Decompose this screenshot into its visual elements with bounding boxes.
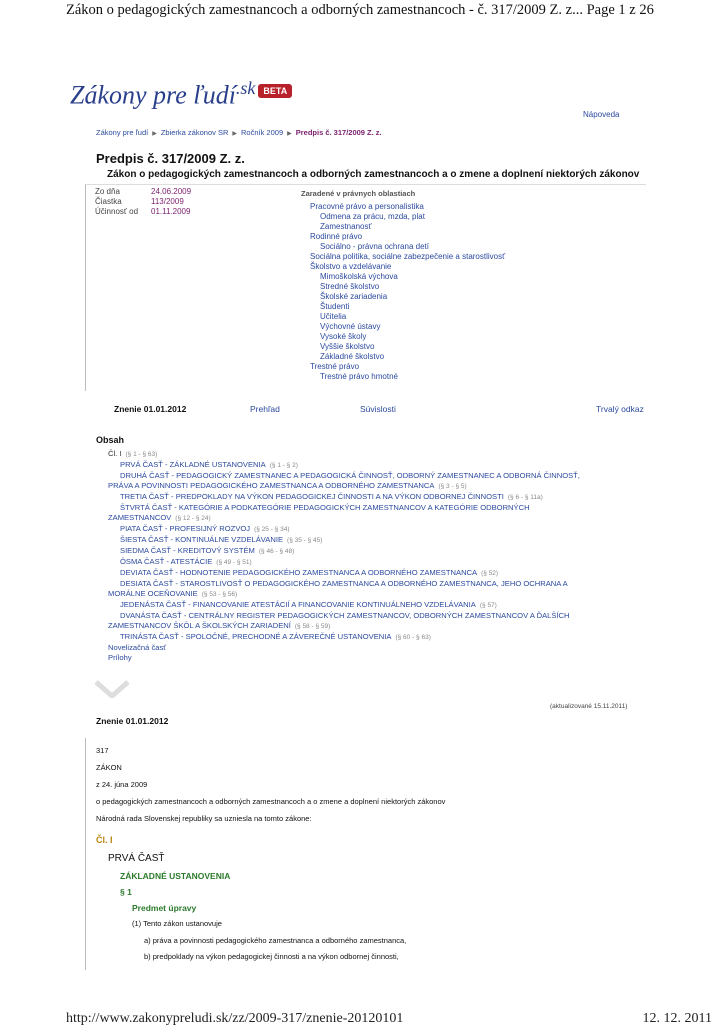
toc-item[interactable]: SIEDMA ČASŤ - KREDITOVÝ SYSTÉM (§ 46 - § 48) [120,546,295,555]
part-title: ZÁKLADNÉ USTANOVENIA [120,871,231,881]
category-item[interactable]: Výchovné ústavy [320,322,381,331]
law-title: o pedagogických zamestnancoch a odborných zamestnancoch a o zmene a doplnení niektorých zákonov [96,797,446,806]
category-item[interactable]: Školské zariadenia [320,292,388,301]
version-heading: Znenie 01.01.2012 [96,716,169,726]
toc-item[interactable]: DVANÁSTA ČASŤ - CENTRÁLNY REGISTER PEDAGOGICKÝCH ZAMESTNANCOV, ODBORNÝCH ZAMESTNANCOV A ĎALŠÍCH [120,611,570,620]
toc-item[interactable]: ÔSMA ČASŤ - ATESTÁCIE (§ 49 - § 51) [120,557,252,566]
category-item[interactable]: Vysoké školy [320,332,367,341]
categories-heading: Zaradené v právnych oblastiach [301,189,416,198]
toc-section-range: (§ 52) [481,570,499,577]
categories-list [310,202,505,382]
toc-item[interactable]: PRVÁ ČASŤ - ZÁKLADNÉ USTANOVENIA (§ 1 - § 2) [120,460,298,469]
category-item[interactable]: Študenti [320,302,350,311]
chevron-right-icon: ▶ [287,131,292,137]
section-number: § 1 [120,887,132,897]
toc-item[interactable]: Novelizačná časť [108,643,167,652]
permalink-link[interactable]: Trvalý odkaz [596,404,644,414]
tab-overview[interactable]: Prehľad [250,404,280,414]
tab-related[interactable]: Súvislosti [360,404,396,414]
meta-row: Zo dňa 24.06.2009 [95,187,192,196]
category-item[interactable]: Sociálna politika, sociálne zabezpečenie a starostlivosť [310,252,506,261]
toc-item[interactable]: TRETIA ČASŤ - PREDPOKLADY NA VÝKON PEDAGOGICKEJ ČINNOSTI A NA VÝKON ODBORNEJ ČINNOSTI (§ 6 - § 11a) [120,492,543,501]
toc-section-range: (§ 25 - § 34) [254,526,290,533]
chevron-right-icon: ▶ [152,131,157,137]
toc-section-range: (§ 6 - § 11a) [507,494,543,501]
footer-date: 12. 12. 2011 [642,1011,712,1026]
page-header: Zákon o pedagogických zamestnancoch a odborných zamestnancoch - č. 317/2009 Z. z... Page 1 z 26 [66,2,654,18]
toc-item[interactable]: DESIATA ČASŤ - STAROSTLIVOSŤ O PEDAGOGICKÉHO ZAMESTNANCA A ODBORNÉHO ZAMESTNANCA, JEHO OCHRANA A [120,579,568,588]
toc-section-range: (§ 46 - § 48) [258,548,295,555]
category-item[interactable]: Sociálno - právna ochrana detí [320,242,429,251]
toc-section-range: (§ 35 - § 45) [287,537,323,544]
site-logo[interactable] [70,78,292,111]
document-subtitle: Zákon o pedagogických zamestnancoch a odborných zamestnancoch a o zmene a doplnení niektorých zákonov [107,169,640,180]
toc-item[interactable]: TRINÁSTA ČASŤ - SPOLOČNÉ, PRECHODNÉ A ZÁVEREČNÉ USTANOVENIA (§ 60 - § 63) [120,632,431,641]
tab-version[interactable]: Znenie 01.01.2012 [114,404,187,414]
category-item[interactable]: Trestné právo hmotné [320,372,398,381]
toc-item[interactable]: ŠTVRTÁ ČASŤ - KATEGÓRIE A PODKATEGÓRIE PEDAGOGICKÝCH ZAMESTNANCOV A KATEGÓRIE ODBORNÝCH [120,503,530,512]
toc-section-range: (§ 57) [479,602,497,609]
beta-badge: BETA [258,84,292,98]
toc-item[interactable]: Prílohy [108,653,132,662]
logo-tld: .sk [235,78,256,98]
paragraph-b: b) predpoklady na výkon pedagogickej činnosti a na výkon odbornej činnosti, [144,952,399,961]
section-title: Predmet úpravy [132,903,197,913]
breadcrumb [96,128,382,137]
category-item[interactable]: Pracovné právo a personalistika [310,202,424,211]
toc-heading: Obsah [96,435,125,445]
toc-item[interactable]: PRÁVA A POVINNOSTI PEDAGOGICKÉHO ZAMESTNANCA A ODBORNÉHO ZAMESTNANCA (§ 3 - § 5) [108,481,467,490]
toc-section-range: (§ 1 - § 2) [269,462,298,469]
article-label: Čl. I [96,835,113,845]
paragraph-a: a) práva a povinnosti pedagogického zamestnanca a odborného zamestnanca, [144,936,407,945]
table-of-contents [108,449,668,663]
category-item[interactable]: Trestné právo [310,362,360,371]
toc-item[interactable]: DRUHÁ ČASŤ - PEDAGOGICKÝ ZAMESTNANEC A PEDAGOGICKÁ ČINNOSŤ, ODBORNÝ ZAMESTNANEC A ODBORNÁ ČINNOSŤ, [120,471,580,480]
meta-row: Účinnosť od 01.11.2009 [95,207,191,216]
law-date: z 24. júna 2009 [96,780,148,789]
toc-section-range: (§ 3 - § 5) [438,483,467,490]
toc-section-range: (§ 49 - § 51) [216,559,252,566]
toc-item[interactable]: JEDENÁSTA ČASŤ - FINANCOVANIE ATESTÁCIÍ A FINANCOVANIE KONTINUÁLNEHO VZDELÁVANIA (§ 57) [120,600,497,609]
toc-item[interactable]: PIATA ČASŤ - PROFESIJNÝ ROZVOJ (§ 25 - § 34) [120,524,290,533]
toc-section-range: (§ 1 - § 63) [125,451,158,458]
toc-section-range: (§ 53 - § 56) [201,591,238,598]
breadcrumb-home[interactable]: Zákony pre ľudí [96,128,149,137]
toc-item[interactable]: MORÁLNE OCEŇOVANIE (§ 53 - § 56) [108,589,238,598]
chevron-down-icon [94,680,130,698]
category-item[interactable]: Zamestnanosť [320,222,372,231]
chevron-right-icon: ▶ [232,131,237,137]
toc-section-range: (§ 60 - § 63) [395,634,431,641]
law-type: ZÁKON [96,763,122,772]
toc-item[interactable]: ZAMESTNANCOV ŠKÔL A ŠKOLSKÝCH ZARIADENÍ (§ 58 - § 59) [108,621,331,630]
help-link[interactable]: Nápoveda [583,110,620,119]
toc-item[interactable]: DEVIATA ČASŤ - HODNOTENIE PEDAGOGICKÉHO ZAMESTNANCA A ODBORNÉHO ZAMESTNANCA (§ 52) [120,568,499,577]
category-item[interactable]: Stredné školstvo [320,282,380,291]
category-item[interactable]: Učitelia [320,312,347,321]
breadcrumb-collection[interactable]: Zbierka zákonov SR [160,128,229,137]
toc-section-range: (§ 58 - § 59) [294,623,331,630]
category-item[interactable]: Odmena za prácu, mzda, plat [320,212,425,221]
law-preamble: Národná rada Slovenskej republiky sa uzniesla na tomto zákone: [96,814,312,823]
updated-note: (aktualizované 15.11.2011) [550,703,628,710]
category-item[interactable]: Základné školstvo [320,352,385,361]
part-heading: PRVÁ ČASŤ [108,853,165,864]
toc-item[interactable]: ZAMESTNANCOV (§ 12 - § 24) [108,513,211,522]
meta-row: Čiastka 113/2009 [95,197,184,206]
logo-text: Zákony pre ľudí [70,80,236,110]
toc-item[interactable]: Čl. I (§ 1 - § 63) [108,449,158,458]
footer-url: http://www.zakonypreludi.sk/zz/2009-317/znenie-20120101 [66,1011,404,1026]
breadcrumb-current: Predpis č. 317/2009 Z. z. [295,128,382,137]
document-title: Predpis č. 317/2009 Z. z. [96,151,245,166]
category-item[interactable]: Rodinné právo [310,232,363,241]
paragraph-1: (1) Tento zákon ustanovuje [132,919,222,928]
law-number: 317 [96,746,109,755]
breadcrumb-year[interactable]: Ročník 2009 [241,128,284,137]
toc-section-range: (§ 12 - § 24) [175,515,211,522]
category-item[interactable]: Vyššie školstvo [320,342,375,351]
category-item[interactable]: Školstvo a vzdelávanie [310,262,392,271]
metadata-list [95,187,191,217]
category-item[interactable]: Mimoškolská výchova [320,272,398,281]
toc-item[interactable]: ŠIESTA ČASŤ - KONTINUÁLNE VZDELÁVANIE (§ 35 - § 45) [120,535,323,544]
